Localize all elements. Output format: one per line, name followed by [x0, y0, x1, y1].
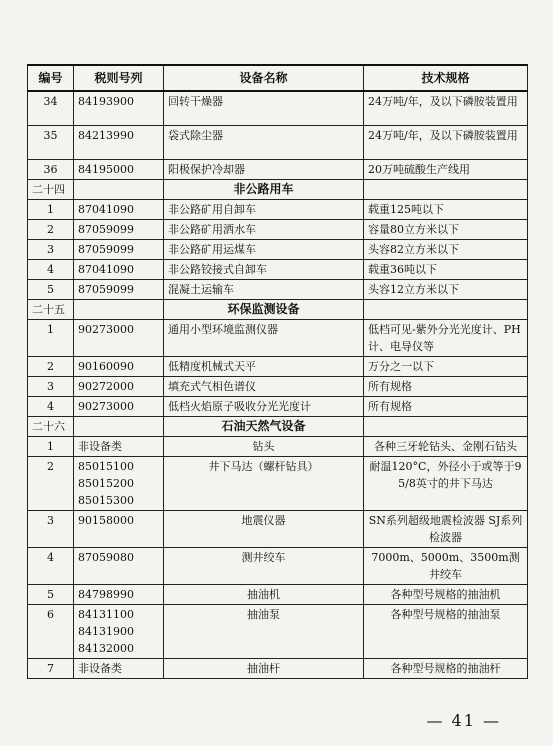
technical-spec: 各种型号规格的抽油杆 [364, 658, 528, 678]
tariff-code: 87059099 [78, 242, 134, 256]
table-row [28, 456, 528, 510]
tariff-code: 84195000 [78, 162, 134, 176]
technical-spec: 各种型号规格的抽油泵 [364, 604, 528, 658]
table-row [28, 279, 528, 299]
equipment-name: 非公路矿用洒水车 [164, 219, 364, 239]
tariff-code-cell [74, 604, 164, 658]
equipment-name: 混凝土运输车 [164, 279, 364, 299]
tariff-code: 87041090 [78, 262, 134, 276]
technical-spec: 24万吨/年，及以下磷胺装置用 [364, 91, 528, 125]
tariff-code: 85015200 [78, 476, 134, 490]
tariff-code: 87059099 [78, 222, 134, 236]
tariff-code: 非设备类 [78, 661, 122, 675]
table-row [28, 604, 528, 658]
equipment-name: 测井绞车 [164, 547, 364, 584]
table-row [28, 199, 528, 219]
tariff-code: 87059080 [78, 550, 134, 564]
table-row [28, 259, 528, 279]
tariff-code: 85015300 [78, 493, 134, 507]
tariff-code-cell [74, 239, 164, 259]
row-number: 35 [28, 125, 74, 159]
table-row [28, 159, 528, 179]
tariff-code-cell [74, 658, 164, 678]
table-row [28, 219, 528, 239]
empty-cell [74, 416, 164, 436]
technical-spec: 载重36吨以下 [364, 259, 528, 279]
equipment-name: 回转干燥器 [164, 91, 364, 125]
row-number: 3 [28, 510, 74, 547]
tariff-code: 85015100 [78, 459, 134, 473]
technical-spec: 20万吨硫酸生产线用 [364, 159, 528, 179]
equipment-name: 地震仪器 [164, 510, 364, 547]
row-number: 1 [28, 199, 74, 219]
row-number: 5 [28, 279, 74, 299]
table-row [28, 547, 528, 584]
tariff-code-cell [74, 456, 164, 510]
technical-spec: 各种型号规格的抽油机 [364, 584, 528, 604]
table-row [28, 356, 528, 376]
technical-spec: 低档可见-紫外分光光度计、PH计、电导仪等 [364, 319, 528, 356]
technical-spec: 所有规格 [364, 376, 528, 396]
technical-spec: 头容82立方米以下 [364, 239, 528, 259]
technical-spec: 24万吨/年，及以下磷胺装置用 [364, 125, 528, 159]
tariff-code-cell [74, 396, 164, 416]
technical-spec: 耐温120°C，外径小于或等于9 5/8英寸的井下马达 [364, 456, 528, 510]
tariff-code-cell [74, 259, 164, 279]
table-row [28, 239, 528, 259]
equipment-name: 袋式除尘器 [164, 125, 364, 159]
section-number: 二十四 [28, 179, 74, 199]
tariff-code-cell [74, 547, 164, 584]
equipment-name: 非公路矿用自卸车 [164, 199, 364, 219]
tariff-code: 84132000 [78, 641, 134, 655]
row-number: 7 [28, 658, 74, 678]
equipment-name: 抽油泵 [164, 604, 364, 658]
equipment-name: 非公路矿用运煤车 [164, 239, 364, 259]
row-number: 1 [28, 319, 74, 356]
tariff-code-cell [74, 376, 164, 396]
empty-cell [364, 179, 528, 199]
table-body [28, 91, 528, 678]
row-number: 6 [28, 604, 74, 658]
row-number: 2 [28, 456, 74, 510]
equipment-name: 阳极保护冷却器 [164, 159, 364, 179]
row-number: 34 [28, 91, 74, 125]
tariff-code: 非设备类 [78, 439, 122, 453]
row-number: 4 [28, 259, 74, 279]
table-row [28, 396, 528, 416]
tariff-code: 90160090 [78, 359, 134, 373]
tariff-code: 84798990 [78, 587, 134, 601]
equipment-name: 非公路铰接式自卸车 [164, 259, 364, 279]
technical-spec: 载重125吨以下 [364, 199, 528, 219]
tariff-code-cell [74, 219, 164, 239]
section-row [28, 416, 528, 436]
empty-cell [74, 299, 164, 319]
tariff-code-cell [74, 436, 164, 456]
empty-cell [364, 299, 528, 319]
tariff-code: 90272000 [78, 379, 134, 393]
table-row [28, 436, 528, 456]
tariff-code-cell [74, 91, 164, 125]
technical-spec: 容量80立方米以下 [364, 219, 528, 239]
technical-spec: 万分之一以下 [364, 356, 528, 376]
row-number: 36 [28, 159, 74, 179]
technical-spec: 头容12立方米以下 [364, 279, 528, 299]
technical-spec: 7000m、5000m、3500m测井绞车 [364, 547, 528, 584]
table-row [28, 319, 528, 356]
tariff-code: 84131900 [78, 624, 134, 638]
tariff-code-cell [74, 584, 164, 604]
tariff-code-cell [74, 356, 164, 376]
tariff-code: 87059099 [78, 282, 134, 296]
table-row [28, 91, 528, 125]
equipment-name: 通用小型环境监测仪器 [164, 319, 364, 356]
tariff-code-cell [74, 159, 164, 179]
table-row [28, 510, 528, 547]
header-technical-spec: 技术规格 [364, 65, 528, 91]
header-equipment-name: 设备名称 [164, 65, 364, 91]
tariff-code-cell [74, 319, 164, 356]
table-header-row [28, 65, 528, 91]
tariff-code: 90273000 [78, 399, 134, 413]
tariff-code-cell [74, 510, 164, 547]
tariff-code: 84193900 [78, 95, 134, 108]
equipment-spec-table [27, 64, 528, 679]
table-row [28, 658, 528, 678]
row-number: 2 [28, 219, 74, 239]
tariff-code: 90273000 [78, 322, 134, 336]
empty-cell [74, 179, 164, 199]
table-row [28, 584, 528, 604]
tariff-code: 87041090 [78, 202, 134, 216]
equipment-name: 低精度机械式天平 [164, 356, 364, 376]
table-row [28, 376, 528, 396]
section-title: 非公路用车 [164, 179, 364, 199]
equipment-name: 填充式气相色谱仪 [164, 376, 364, 396]
row-number: 4 [28, 547, 74, 584]
tariff-code: 84213990 [78, 128, 134, 142]
tariff-code-cell [74, 279, 164, 299]
row-number: 5 [28, 584, 74, 604]
row-number: 2 [28, 356, 74, 376]
technical-spec: 所有规格 [364, 396, 528, 416]
empty-cell [364, 416, 528, 436]
page-number: — 41 — [426, 711, 501, 730]
header-number: 编号 [28, 65, 74, 91]
tariff-code-cell [74, 199, 164, 219]
row-number: 4 [28, 396, 74, 416]
section-title: 石油天然气设备 [164, 416, 364, 436]
section-number: 二十六 [28, 416, 74, 436]
equipment-name: 抽油机 [164, 584, 364, 604]
equipment-name: 低档火焰原子吸收分光光度计 [164, 396, 364, 416]
tariff-code: 90158000 [78, 513, 134, 527]
section-number: 二十五 [28, 299, 74, 319]
header-tariff-code: 税则号列 [74, 65, 164, 91]
row-number: 1 [28, 436, 74, 456]
section-title: 环保监测设备 [164, 299, 364, 319]
table-row [28, 125, 528, 159]
equipment-name: 抽油杆 [164, 658, 364, 678]
equipment-name: 井下马达（螺杆钻具） [164, 456, 364, 510]
section-row [28, 299, 528, 319]
technical-spec: SN系列超级地震检波器 SJ系列检波器 [364, 510, 528, 547]
technical-spec: 各种三牙轮钻头、金刚石钻头 [364, 436, 528, 456]
row-number: 3 [28, 376, 74, 396]
equipment-name: 钻头 [164, 436, 364, 456]
tariff-code-cell [74, 125, 164, 159]
row-number: 3 [28, 239, 74, 259]
tariff-code: 84131100 [78, 607, 134, 621]
section-row [28, 179, 528, 199]
